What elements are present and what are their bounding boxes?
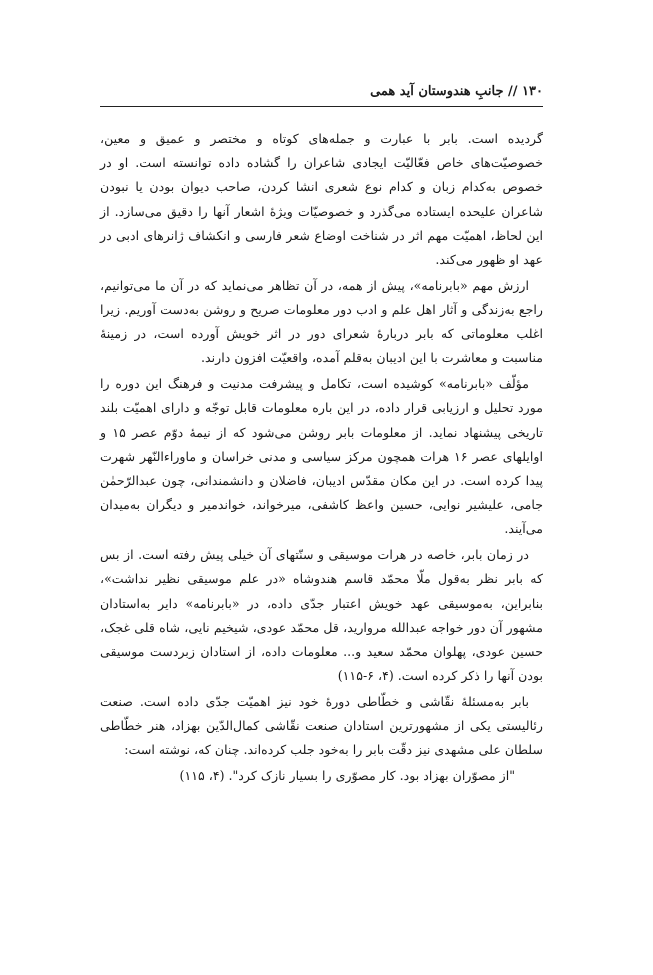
paragraph-3: مؤلّف «بابرنامه» کوشیده است، تکامل و پیشرفت مدنیت و فرهنگ این دوره را مورد تحلیل و ارزیابی قرار داده، در این باره معلومات قابل توجّه و دارای اهمیّت بلند تاریخی پیشنهاد نماید. از معلومات بابر روشن می‌شود که از نیمهٔ دوّم عصر ۱۵ و اوایلهای عصر ۱۶ هرات همچون مرکز سیاسی و مدنی خراسان و ماوراءالنّهر شهرت پیدا کرده است. در این مکان مقدّس ادیبان، فاضلان و دانشمندانی، چون عبدالرّحمٰن جامی، علیشیر نوایی، حسین واعظ کاشفی، میرخواند، خواندمیر و دیگران به‌میدان می‌آیند. xyxy=(100,376,543,537)
running-header: ۱۳۰ // جانبِ هندوستان آید همی xyxy=(370,84,543,99)
paragraph-5: بابر به‌مسئلهٔ نقّاشی و خطّاطی دورهٔ خود نیز اهمیّت جدّی داده است. صنعت رئالیستی یکی از مشهورترین استادان صنعت نقّاشی کمال‌الدّین بهزاد، هنر خطّاطی سلطان علی مشهدی نیز دقّت بابر را به‌خود جلب کرده‌اند. چنان که، نوشته است: xyxy=(100,694,543,758)
body-text xyxy=(100,127,543,790)
paragraph-1: گردیده است. بابر با عبارت و جمله‌های کوتاه و مختصر و عمیق و معین، خصوصیّت‌های خاص فعّالیّت ایجادی شاعران را گشاده داده توانسته است. او در خصوص به‌کدام زبان و کدام نوع شعری انشا کردن، صاحب دیوان بودن یا نبودن شاعران علیحده ایستاده می‌گذرد و خصوصیّات ویژهٔ اشعار آنها را دقیق می‌سازد. از این لحاظ، اهمیّت مهم اثر در شناخت اوضاع شعر فارسی و انکشاف ژانرهای ادبی در عهد او ظهور می‌کند. xyxy=(100,131,543,268)
paragraph-2: ارزش مهم «بابرنامه»، پیش از همه، در آن تظاهر می‌نماید که در آن ما می‌توانیم، راجع به‌زندگی و آثار اهل علم و ادب دور معلومات صریح و روشن به‌دست آوریم. زیرا اغلب معلوماتی که بابر دربارهٔ شعرای دور در اثر خویش آورده است، در زمینهٔ مناسبت و معاشرت با این ادیبان به‌قلم آمده، واقعیّت افزون دارند. xyxy=(100,277,543,366)
quotation: "از مصوّران بهزاد بود. کار مصوّری را بسیار نازک کرد". (۴، ۱۱۵) xyxy=(179,768,515,784)
header-divider xyxy=(100,106,543,107)
paragraph-4: در زمان بابر، خاصه در هرات موسیقی و سنّتهای آن خیلی پیش رفته است. از بس که بابر نظر به‌قول ملّا محمّد قاسم هندوشاه «در علم موسیقی نظیر نداشت»، بنابراین، به‌موسیقی عهد خویش اعتبار جدّی داده، در «بابرنامه» دایر به‌استادان مشهور آن دور خواجه عبدالله مروارید، قل محمّد عودی، شیخیم نایی، شاه قلی غجک، حسین عودی، پهلوان محمّد سعید و... معلومات داده، از استادان زبردست موسیقی بودن آنها را ذکر کرده است. (۴، ۶-۱۱۵) xyxy=(100,547,543,684)
